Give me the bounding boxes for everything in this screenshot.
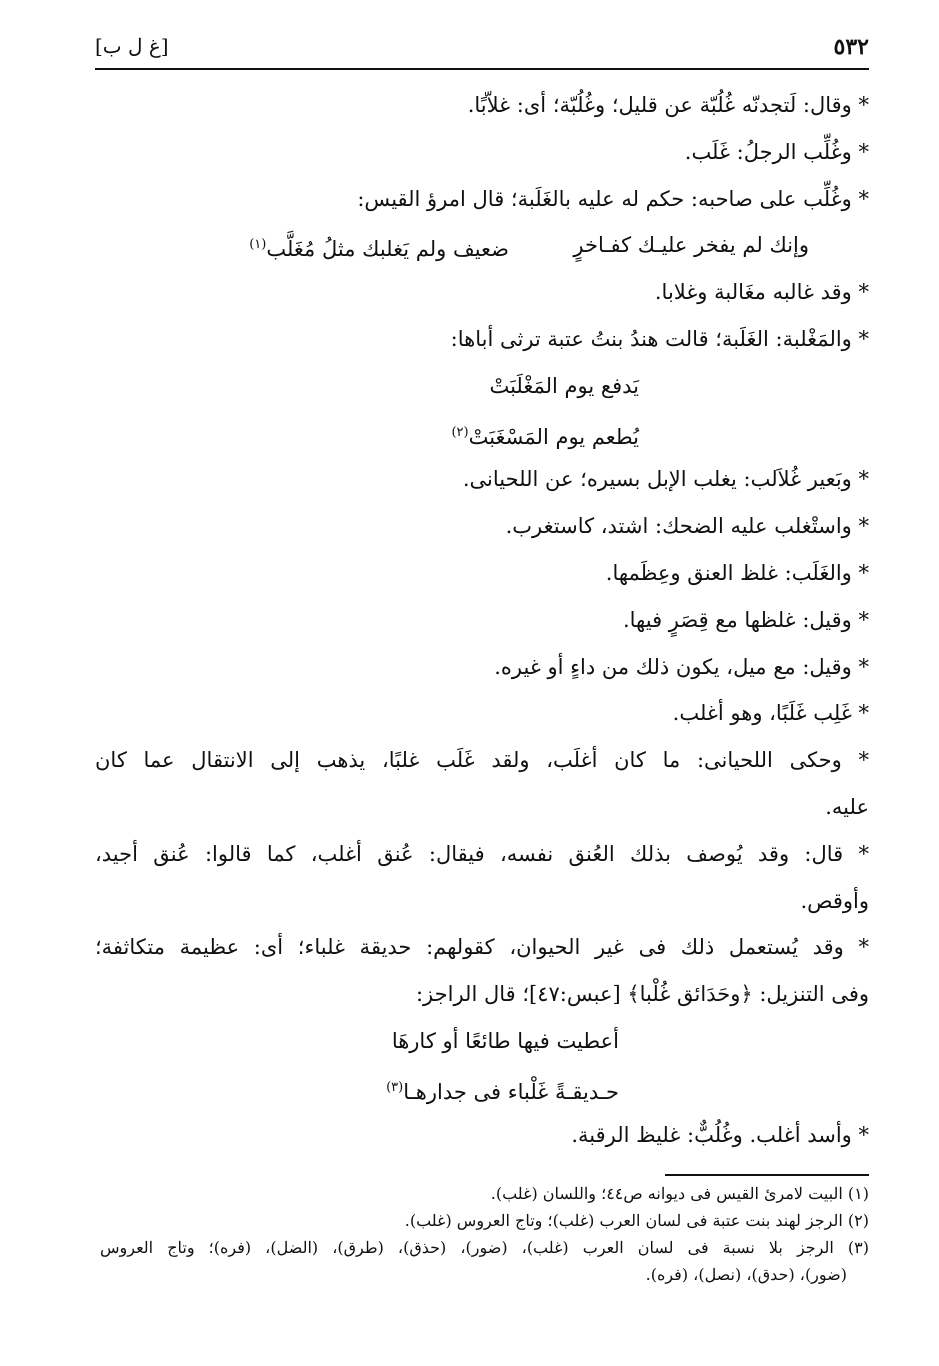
- text-line: * وقيل: غلظها مع قِصَرٍ فيها.: [622, 607, 869, 632]
- footnote-continuation: (ضور)، (حدق)، (نصل)، (فره).: [645, 1265, 847, 1284]
- text-line: عليه.: [825, 794, 869, 819]
- verse-hemistich-2: ضعيف ولم يَغلبك مثلُ مُغَلَّب$^{(١)}$: [249, 237, 509, 262]
- poem-line: يَدفع يوم المَغْلَبَتْ: [489, 373, 639, 398]
- poem-line: أعطيت فيها طائعًا أو كارهَا: [391, 1028, 619, 1053]
- poem-line: يُطعم يوم المَسْغَبَتْ$^{(٢)}$: [451, 424, 639, 449]
- main-text: [95, 82, 869, 1158]
- verse-line: [95, 222, 869, 269]
- footnote-mark: (٣): [386, 1079, 404, 1095]
- footnote: (١) البيت لامرئ القيس فى ديوانه ص٤٤؛ واللسان (غلب).: [490, 1184, 869, 1203]
- page-number: ٥٣٢: [833, 34, 869, 60]
- text-line: * وغُلِّب على صاحبه: حكم له عليه بالغَلَبة؛ قال امرؤ القيس:: [357, 186, 869, 211]
- header-rule: [95, 68, 869, 70]
- footnote-mark: (٢): [451, 424, 469, 440]
- text-line: * وقيل: مع ميل، يكون ذلك من داءٍ أو غيره.: [494, 654, 869, 679]
- text-line: * وحكى اللحيانى: ما كان أغلَب، ولقد غَلَب غلبًا، يذهب إلى الانتقال عما كان: [95, 748, 869, 773]
- footnote: (٣) الرجز بلا نسبة فى لسان العرب (غلب)، (ضور)، (حذق)، (طرق)، (الضل)، (فره)؛ وتاج العروس: [100, 1238, 869, 1257]
- page-header: [95, 30, 869, 64]
- text-line: * واستْغلب عليه الضحك: اشتد، كاستغرب.: [505, 514, 869, 539]
- text-line: * وبَعير غُلاَلب: يغلب الإبل بسيره؛ عن اللحيانى.: [462, 467, 869, 492]
- text-line: * قال: وقد يُوصف بذلك العُنق نفسه، فيقال: عُنق أغلب، كما قالوا: عُنق أجيد،: [95, 841, 869, 866]
- text-line: * وقد غالبه مغَالبة وغلابا.: [654, 280, 869, 305]
- text-line: * والغَلَب: غلظ العنق وعِظَمها.: [605, 560, 869, 585]
- poem-line: حـديقـةً غَلْباء فى جدارهـا$^{(٣)}$: [386, 1079, 619, 1104]
- footnote-mark: (١): [249, 237, 267, 253]
- text-line: وأوقص.: [800, 888, 869, 913]
- text-line: * وقد يُستعمل ذلك فى غير الحيوان، كقولهم: حديقة غلباء؛ أى: عظيمة متكاثفة؛: [95, 935, 869, 960]
- text-line: * وغُلِّب الرجلُ: غَلَب.: [684, 139, 869, 164]
- footnotes: [100, 1180, 869, 1288]
- text-line: * والمَغْلبة: الغَلَبة؛ قالت هندُ بنتُ عتبة ترثى أباها:: [450, 326, 869, 351]
- verse-hemistich-1: وإنك لم يفخر عليـك كفـاخرٍ: [573, 233, 809, 258]
- text-line: * غَلِب غَلَبًا، وهو أغلب.: [672, 701, 869, 726]
- footnote-rule: [665, 1174, 869, 1176]
- footnote: (٢) الرجز لهند بنت عتبة فى لسان العرب (غلب)؛ وتاج العروس (غلب).: [404, 1211, 869, 1230]
- text-line: وفى التنزيل: ﴿وحَدَائق غُلْبا﴾ [عبس:٤٧]؛ قال الراجز:: [415, 982, 869, 1007]
- root-label: [غ ل ب]: [95, 34, 169, 58]
- text-line: * وأسد أغلب. وغُلُبٌّ: غليظ الرقبة.: [571, 1122, 869, 1147]
- text-line: * وقال: لَتجدنّه غُلُبّة عن قليل؛ وغُلُبّة؛ أى: غلاّبًا.: [467, 93, 869, 117]
